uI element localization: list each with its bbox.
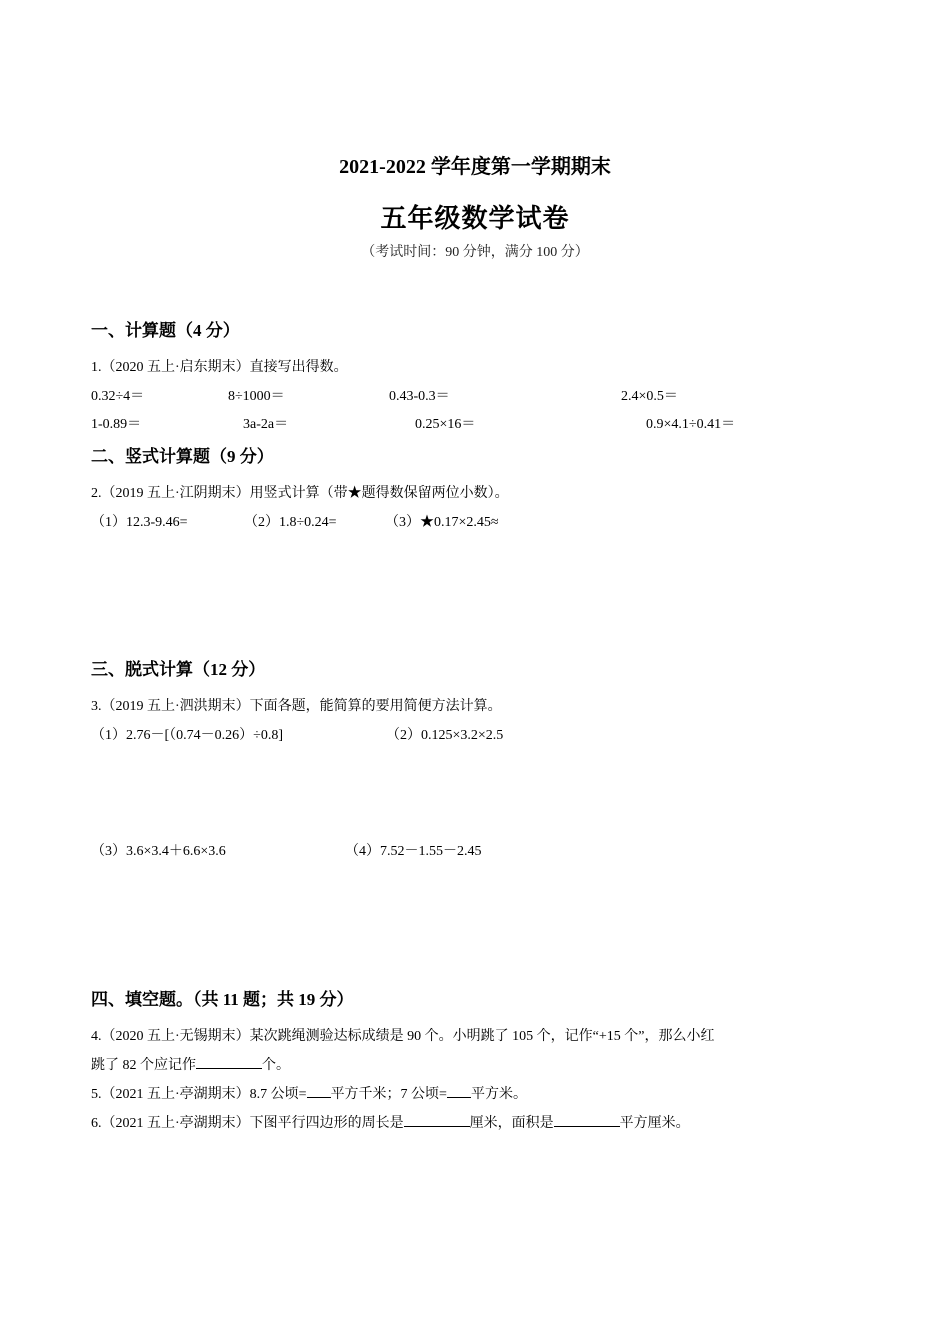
section-heading-calculation: 一、计算题（4 分） bbox=[91, 321, 240, 340]
q6-text-b: 厘米，面积是 bbox=[469, 1116, 554, 1131]
q1-item: 0.25×16＝ bbox=[415, 417, 476, 432]
q6-text-a: 6.（2021 五上·亭湖期末）下图平行四边形的周长是 bbox=[91, 1116, 404, 1131]
q6-text-c: 平方厘米。 bbox=[619, 1116, 690, 1131]
q2-item: （2）1.8÷0.24= bbox=[244, 515, 337, 530]
answer-blank[interactable] bbox=[404, 1112, 470, 1127]
q5-text-c: 平方米。 bbox=[470, 1087, 527, 1102]
section-heading-step-calculation: 三、脱式计算（12 分） bbox=[91, 660, 266, 679]
q1-item: 0.43-0.3＝ bbox=[389, 389, 450, 404]
q1-item: 2.4×0.5＝ bbox=[621, 389, 678, 404]
q2-item: （3）★0.17×2.45≈ bbox=[385, 515, 499, 530]
exam-title: 五年级数学试卷 bbox=[380, 204, 570, 233]
question-6 bbox=[91, 1112, 690, 1132]
q5-text-a: 5.（2021 五上·亭湖期末）8.7 公顷= bbox=[91, 1087, 307, 1102]
q1-item: 0.32÷4＝ bbox=[91, 389, 145, 404]
exam-year-title: 2021-2022 学年度第一学期期末 bbox=[339, 156, 611, 178]
q4-text-before-blank: 跳了 82 个应记作 bbox=[91, 1058, 196, 1073]
q3-item: （3）3.6×3.4＋6.6×3.6 bbox=[91, 844, 226, 859]
q1-item: 3a-2a＝ bbox=[243, 417, 289, 432]
question-2-text: 2.（2019 五上·江阴期末）用竖式计算（带★题得数保留两位小数）。 bbox=[91, 486, 509, 501]
answer-blank[interactable] bbox=[447, 1083, 471, 1098]
q2-item: （1）12.3-9.46= bbox=[91, 515, 188, 530]
question-4-line1: 4.（2020 五上·无锡期末）某次跳绳测验达标成绩是 90 个。小明跳了 105 个，记作“+15 个”，那么小红 bbox=[91, 1029, 715, 1044]
question-3-text: 3.（2019 五上·泗洪期末）下面各题，能简算的要用简便方法计算。 bbox=[91, 699, 502, 714]
answer-blank[interactable] bbox=[196, 1054, 262, 1069]
section-heading-vertical-calculation: 二、竖式计算题（9 分） bbox=[91, 447, 274, 466]
q1-item: 0.9×4.1÷0.41＝ bbox=[646, 417, 736, 432]
q3-item: （4）7.52－1.55－2.45 bbox=[345, 844, 482, 859]
q1-item: 1-0.89＝ bbox=[91, 417, 142, 432]
exam-info: （考试时间：90 分钟，满分 100 分） bbox=[361, 245, 589, 260]
q4-text-after-blank: 个。 bbox=[262, 1058, 290, 1073]
question-4-line2 bbox=[91, 1054, 290, 1074]
answer-blank[interactable] bbox=[307, 1083, 331, 1098]
q3-item: （2）0.125×3.2×2.5 bbox=[386, 728, 504, 743]
q1-item: 8÷1000＝ bbox=[228, 389, 285, 404]
question-1-text: 1.（2020 五上·启东期末）直接写出得数。 bbox=[91, 360, 348, 375]
section-heading-fill-in-blank: 四、填空题。（共 11 题；共 19 分） bbox=[91, 990, 354, 1009]
q5-text-b: 平方千米；7 公顷= bbox=[330, 1087, 447, 1102]
question-5 bbox=[91, 1083, 527, 1103]
answer-blank[interactable] bbox=[554, 1112, 620, 1127]
q3-item: （1）2.76－[（0.74－0.26）÷0.8] bbox=[91, 728, 284, 743]
